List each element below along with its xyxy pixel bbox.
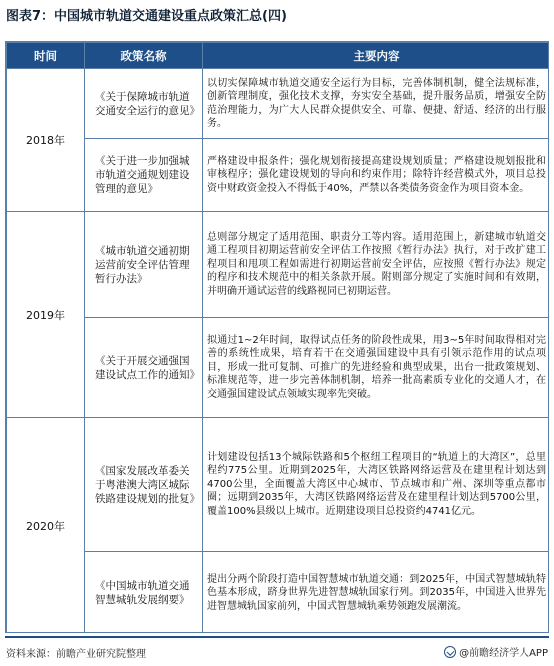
policy-content-cell: 计划建设包括13个城际铁路和5个枢纽工程项目的“轨道上的大湾区”，总里程约775公里。近期到2025年，大湾区铁路网络运营及在建里程计划达到4700公里，全面覆盖大湾区中心城市、节点城市和广州、深圳等重点都市圈；远期到2035年，大湾区铁路网络运营及在建里程计划达到5700公里，覆盖100%县级以上城市。近期建设项目总投资约4741亿元。	[203, 418, 550, 552]
policy-content-cell: 拟通过1~2年时间，取得试点任务的阶段性成果，用3~5年时间取得相对完善的系统性成果，培育若干在交通强国建设中具有引领示范作用的试点项目，形成一批可复制、可推广的先进经验和典型成果，出台一批政策规划、标准规范等，进一步完善体制机制，培养一批高素质专业化的交通人才，在交通强国建设试点领域实现率先突破。	[203, 318, 550, 418]
policy-name-cell: 《关于保障城市轨道交通安全运行的意见》	[85, 69, 203, 139]
policy-name-cell: 《国家发展改革委关于粤港澳大湾区城际铁路建设规划的批复》	[85, 418, 203, 552]
year-cell: 2018年	[7, 69, 85, 212]
policy-table	[5, 41, 549, 633]
year-cell: 2020年	[7, 418, 85, 634]
policy-name-cell: 《城市轨道交通初期运营前安全评估管理暂行办法》	[85, 212, 203, 318]
page-title: 图表7：中国城市轨道交通建设重点政策汇总(四)	[6, 9, 287, 24]
header-main-content: 主要内容	[203, 43, 550, 69]
brand-credit	[444, 644, 548, 659]
table-header-row	[7, 43, 550, 69]
table-row	[7, 212, 550, 318]
policy-name-cell: 《关于开展交通强国建设试点工作的通知》	[85, 318, 203, 418]
table-row	[7, 69, 550, 139]
table-row	[7, 318, 550, 418]
footer	[0, 636, 554, 666]
policy-name-cell: 《中国城市轨道交通智慧城轨发展纲要》	[85, 552, 203, 634]
header-time: 时间	[7, 43, 85, 69]
header-policy-name: 政策名称	[85, 43, 203, 69]
policy-content-cell: 总则部分规定了适用范围、职责分工等内容。适用范围上，新建城市轨道交通工程项目初期运营前安全评估工作按照《暂行办法》执行，对于改扩建工程项目和甩项工程如需进行初期运营前安全评估，应按照《暂行办法》规定的程序和技术规范中的相关条款开展。附则部分规定了实施时间和有效期，并明确开通试运营的线路视同已初期运营。	[203, 212, 550, 318]
source-note: 资料来源：前瞻产业研究院整理	[6, 649, 146, 660]
footer-divider	[5, 636, 549, 638]
policy-name-cell: 《关于进一步加强城市轨道交通规划建设管理的意见》	[85, 139, 203, 212]
year-cell: 2019年	[7, 212, 85, 418]
policy-content-cell: 以切实保障城市轨道交通安全运行为目标，完善体制机制，健全法规标准，创新管理制度，强化技术支撑，夯实安全基础，提升服务品质，增强安全防范治理能力，为广大人民群众提供安全、可靠、便捷、舒适、经济的出行服务。	[203, 69, 550, 139]
table-row	[7, 552, 550, 634]
policy-content-cell: 严格建设申报条件；强化规划衔接提高建设规划质量；严格建设规划报批和审核程序；强化建设规划的导向和约束作用；除特许经营模式外，项目总投资中财政资金投入不得低于40%，严禁以各类债务资金作为项目资本金。	[203, 139, 550, 212]
table-row	[7, 418, 550, 552]
brand-label: @前瞻经济学人APP	[459, 648, 548, 659]
policy-content-cell: 提出分两个阶段打造中国智慧城市轨道交通：到2025年，中国式智慧城轨特色基本形成，跻身世界先进智慧城轨国家行列。到2035年，中国进入世界先进智慧城轨国家前列，中国式智慧城轨乘势领跑发展潮流。	[203, 552, 550, 634]
brand-logo-icon	[444, 646, 456, 658]
table-row	[7, 139, 550, 212]
